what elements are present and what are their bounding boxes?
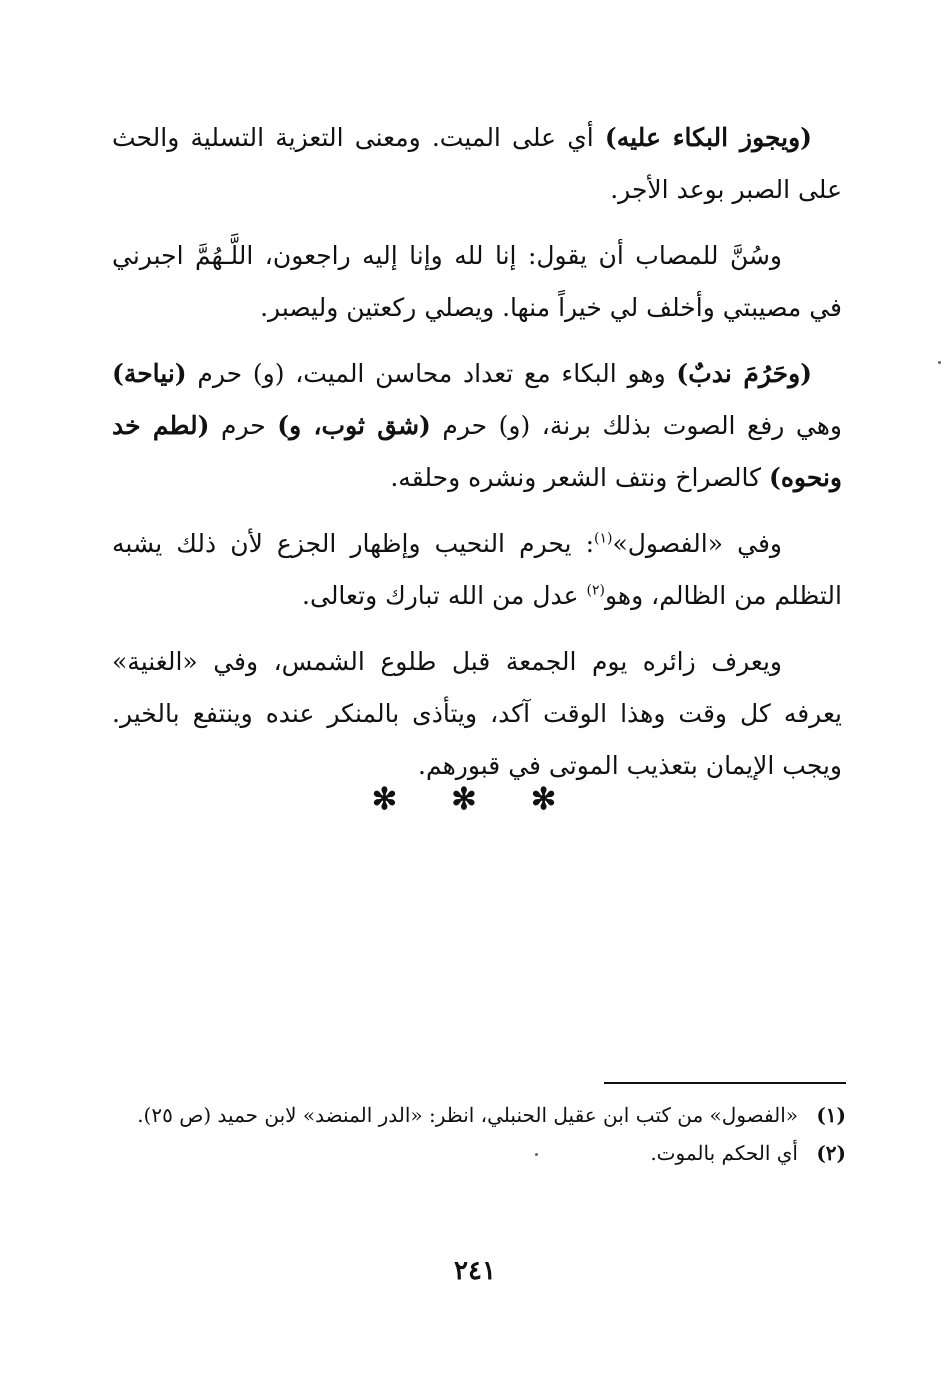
paragraph-3	[112, 348, 842, 504]
paragraph-5	[112, 636, 842, 792]
footnote-marker-1: (١)	[594, 530, 613, 547]
bold-term: (نياحة)	[112, 359, 187, 388]
paragraph-text: عدل من الله تبارك وتعالى.	[302, 581, 587, 610]
bold-term: (شق ثوب، و)	[277, 411, 431, 440]
footnote-2	[112, 1134, 846, 1172]
main-text	[112, 112, 842, 806]
paragraph-2	[112, 230, 842, 334]
footnote-1	[112, 1096, 846, 1134]
bold-heading: (وحَرُمَ ندبٌ)	[676, 359, 812, 388]
footnote-text: أي الحكم بالموت.	[650, 1141, 798, 1165]
footnote-marker-2: (٢)	[586, 582, 606, 599]
paragraph-text: وسُنَّ للمصاب أن يقول: إنا لله وإنا إليه راجعون، اللَّـهُمَّ اجبرني في مصيبتي وأخلف لي خيراً منها. ويصلي ركعتين وليصبر.	[112, 241, 842, 322]
footnotes	[112, 1096, 846, 1172]
bold-heading: (ويجوز البكاء عليه)	[604, 123, 812, 152]
paragraph-4	[112, 518, 842, 622]
footnote-number: (١)	[816, 1103, 846, 1127]
page-number: ٢٤١	[454, 1256, 496, 1286]
paragraph-text: حرم	[209, 411, 278, 440]
footnote-divider	[604, 1082, 846, 1084]
section-separator-stars: ✻ ✻ ✻	[371, 782, 579, 817]
paragraph-text: وفي «الفصول»	[612, 529, 782, 558]
paragraph-text: ويعرف زائره يوم الجمعة قبل طلوع الشمس، وفي «الغنية» يعرفه كل وقت وهذا الوقت آكد، ويتأذى بالمنكر عنده وينتفع بالخير. ويجب الإيمان بتعذيب الموتى في قبورهم.	[112, 647, 842, 780]
scan-speck	[535, 1153, 538, 1156]
paragraph-text: وهي رفع الصوت بذلك برنة، (و) حرم	[430, 411, 843, 440]
paragraph-text: وهو البكاء مع تعداد محاسن الميت، (و) حرم	[186, 359, 677, 388]
paragraph-text: : يحرم النحيب وإظهار الجزع لأن ذلك يشبه التظلم من الظالم، وهو	[112, 529, 842, 610]
scan-speck	[938, 361, 941, 364]
paragraph-text: أي على الميت. ومعنى التعزية التسلية والحث على الصبر بوعد الأجر.	[112, 123, 842, 204]
footnote-text: «الفصول» من كتب ابن عقيل الحنبلي، انظر: «الدر المنضد» لابن حميد (ص ٢٥).	[137, 1103, 798, 1127]
footnote-number: (٢)	[816, 1141, 846, 1165]
bold-term: (لطم خد ونحوه)	[112, 411, 842, 492]
paragraph-1	[112, 112, 842, 216]
paragraph-text: كالصراخ ونتف الشعر ونشره وحلقه.	[390, 463, 769, 492]
